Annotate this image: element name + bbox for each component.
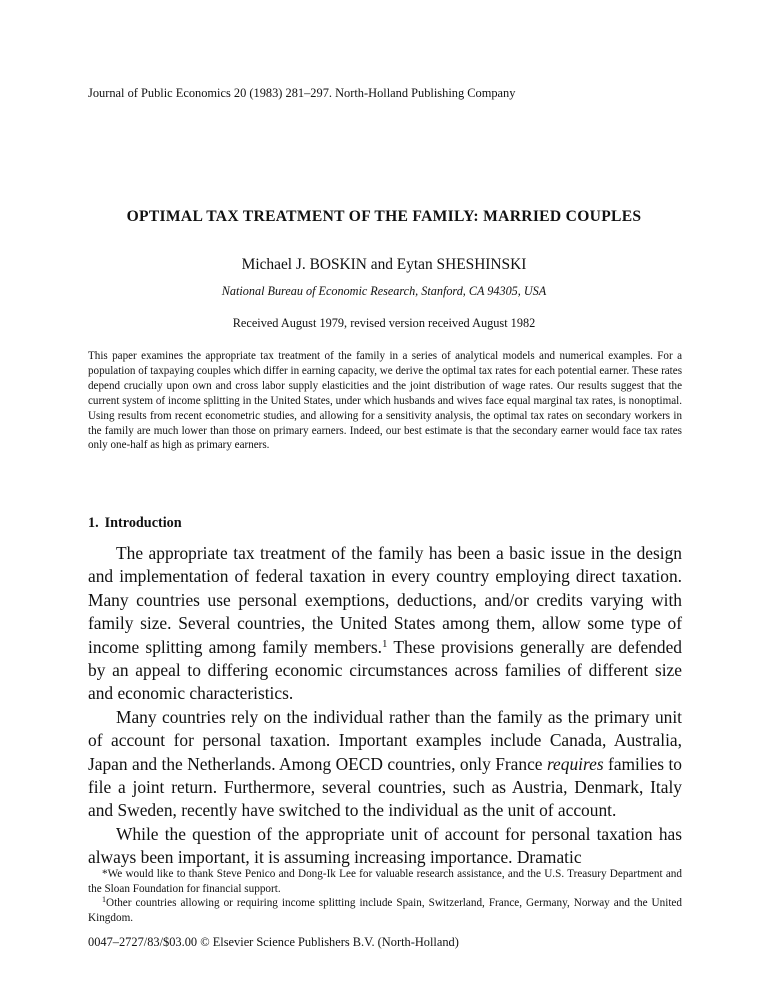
section-heading bbox=[88, 515, 182, 532]
copyright-line: 0047–2727/83/$03.00 © Elsevier Science Publishers B.V. (North-Holland) bbox=[88, 935, 459, 949]
article-title: OPTIMAL TAX TREATMENT OF THE FAMILY: MARRIED COUPLES bbox=[126, 208, 642, 225]
paragraph-text: Many countries rely on the individual rather than the family as the primary unit of account for personal taxation. Important examples include Canada, Australia, Japan and the Netherlands. Among OECD countries, only France bbox=[88, 706, 682, 774]
footnote bbox=[88, 896, 682, 925]
section-title: Introduction bbox=[104, 515, 182, 531]
author-affiliation: National Bureau of Economic Research, Stanford, CA 94305, USA bbox=[221, 284, 547, 298]
paragraph-text: The appropriate tax treatment of the family has been a basic issue in the design and implementation of federal taxation in every country employing direct taxation. Many countries use personal exemptions, deductions, and/or credits varying with family size. Several countries, the United States among them, allow some type of income splitting among family members. bbox=[88, 543, 682, 657]
footnote-ref: 1 bbox=[381, 637, 388, 650]
article-authors: Michael J. BOSKIN and Eytan SHESHINSKI bbox=[241, 256, 527, 273]
footnote-text: We would like to thank Steve Penico and Dong-Ik Lee for valuable research assistance, and the U.S. Treasury Department and the Sloan Foundation for financial support. bbox=[88, 868, 682, 895]
paragraph bbox=[88, 542, 682, 706]
footnote-text: Other countries allowing or requiring income splitting include Spain, Switzerland, France, Germany, Norway and the United Kingdom. bbox=[88, 897, 682, 924]
footnote-mark: * bbox=[102, 868, 108, 880]
paragraph-text: families to file a joint return. Furthermore, several countries, such as Austria, Denmark, Italy and Sweden, recently have switched to the individual as the unit of account. bbox=[88, 753, 682, 821]
paragraph bbox=[88, 823, 682, 870]
journal-citation: Journal of Public Economics 20 (1983) 281–297. North-Holland Publishing Company bbox=[88, 86, 516, 100]
body-text bbox=[88, 542, 682, 870]
section-number: 1. bbox=[88, 515, 99, 531]
footnote bbox=[88, 867, 682, 896]
paragraph bbox=[88, 706, 682, 823]
paragraph-text: These provisions generally are defended by an appeal to differing economic circumstances across families of different size and economic characteristics. bbox=[88, 636, 682, 704]
footnote-mark: 1 bbox=[102, 895, 106, 905]
emphasis: requires bbox=[546, 753, 604, 774]
abstract: This paper examines the appropriate tax treatment of the family in a series of analytical models and numerical examples. For a population of taxpaying couples which differ in earning capacity, we derive the optimal tax rates for each potential earner. These rates depend crucially upon own and cross labor supply elasticities and the joint distribution of wage rates. Our results suggest that the current system of income splitting in the United States, under which husbands and wives face equal marginal tax rates, is nonoptimal. Using results from recent econometric studies, and allowing for a sensitivity analysis, the optimal tax rates on secondary workers in the family are much lower than those on primary earners. Indeed, our best estimate is that the secondary earner would face tax rates only one-half as high as primary earners. bbox=[88, 350, 683, 452]
received-dates: Received August 1979, revised version received August 1982 bbox=[232, 316, 536, 330]
paragraph-text: While the question of the appropriate unit of account for personal taxation has always been important, it is assuming increasing importance. Dramatic bbox=[88, 823, 682, 868]
footnotes bbox=[88, 867, 682, 925]
